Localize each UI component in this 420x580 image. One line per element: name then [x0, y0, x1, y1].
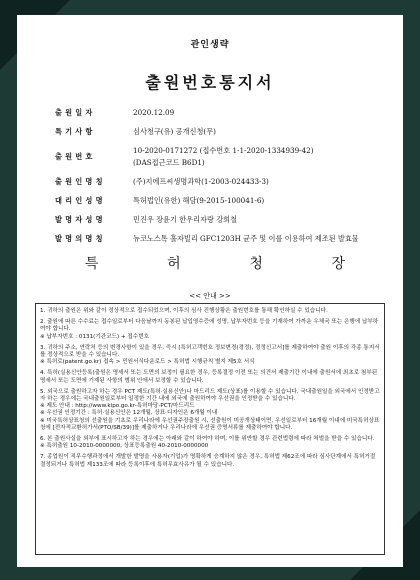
info-row — [55, 145, 395, 169]
field-value: 2020.12.09 — [133, 108, 175, 117]
info-row — [55, 195, 395, 207]
field-label: 발명의명칭 — [55, 234, 106, 243]
guide-item — [40, 319, 380, 341]
official-seal-omitted: 관인생략 — [190, 40, 230, 50]
field-value — [133, 145, 395, 169]
field-value: 민진우 장윤기 한우리자랑 강희철 — [133, 215, 238, 224]
guide-text: 4. 특허(실용신안등록)출원은 명세서 또는 도면의 보정이 필요한 경우, 등록결정 이전 또는 의견서 제출기간 이내에 출원서에 최초로 첨부된 명세서 또는 도면에 기재된 사항의 범위 안에서 보정할 수 있습니다. — [40, 370, 378, 384]
issuer-declaration — [85, 253, 345, 273]
document-page — [17, 15, 403, 567]
guide-text: 5. 외국으로 출원하고자 하는 경우 PCT 제도(특허·실용신안)나 마드리드 제도(상표)를 이용할 수 있습니다. 국내출원일을 외국에서 인정받고자 하는 경우에는 국내출원일로부터 일정한 기간 내에 외국에 출원하여야 우선권을 인정받을 수 있습니다. — [40, 388, 380, 403]
field-label: 대리인성명 — [55, 196, 106, 205]
issuer-char: 허 — [167, 256, 181, 272]
guide-note: ※ 납부자번호 : 0131(기관코드) + 접수번호 — [40, 333, 149, 340]
guide-item — [40, 345, 380, 367]
info-row — [55, 233, 395, 245]
guide-item — [40, 389, 380, 432]
info-row — [55, 126, 395, 138]
guide-item — [40, 436, 380, 450]
field-value: (주)지에프씨생명과학(1-2003-024433-3) — [133, 177, 269, 186]
guide-text: 2. 출원에 따른 수수료는 접수일로부터 다음날까지 동봉된 납입영수증에 성명, 납부자번호 등을 기재하여 가까운 우체국 또는 은행에 납부하여야 합니다. — [40, 319, 379, 333]
info-row — [55, 107, 395, 119]
info-row — [55, 176, 395, 188]
guide-item — [40, 370, 380, 384]
field-label: 특기사항 — [55, 127, 96, 136]
field-label: 출원인명칭 — [55, 177, 106, 186]
application-info — [55, 107, 395, 252]
issuer-char: 장 — [331, 256, 345, 272]
guide-item — [40, 308, 380, 315]
guide-note: ※ 제도 안내 : http://www.kipo.go.kr-특허마당-PCT/마드리드 ※ 우선권 인정기간 : 특허·실용신안은 12개월, 상표·디자인은 6개월 이내 ※ 미국특허상표청의 선출원을 기초로 우리나라에 우선권주장출원 시, 선출원이 미공개상태이면, 우선일로부터 16개월 이내에 미국특허상표청에 [전자적교환허가서(PTO/SB/39)]를 제출하거나 우리나라에 우선권 증명서류를 제출하여야 합니다. — [40, 403, 380, 431]
guide-box — [35, 303, 385, 555]
das-access-code: (DAS접근코드 B6D1) — [133, 158, 205, 167]
field-value: 뉴코노스톡 홀자빌리 GFC1203H 균주 및 이를 이용하여 제조된 발효물 — [133, 234, 359, 243]
guide-item — [40, 454, 380, 468]
field-label: 출원번호 — [55, 152, 96, 161]
document-title: 출원번호통지서 — [145, 73, 275, 92]
issuer-char: 특 — [85, 256, 99, 272]
guide-text: 6. 본 출원사실을 외부에 표시하고자 하는 경우에는 아래와 같이 하여야 하며, 이를 위반할 경우 관련법령에 따라 처벌을 받을 수 있습니다. — [40, 436, 375, 443]
guide-text: 3. 귀하의 주소, 연락처 등의 변경사항이 있을 경우, 즉시 [특허고객번호 정보변경(경정), 정정신고서]를 제출하여야 출원 이후의 각종 통지서를 정상적으로 받을 수 있습니다. — [40, 344, 380, 359]
guide-text: 7. 종업원이 직무수행과정에서 개발한 발명을 사용자(기업)가 명확하게 승계하지 않은 경우, 특허법 제62조에 따라 심사단계에서 특허거절결정되거나 특허법 제133조에 따라 등록이후에 특허무효사유가 될 수 있습니다. — [40, 454, 376, 468]
field-value: 특허법인(유한) 해담(9-2015-100041-6) — [133, 196, 265, 205]
guide-text: 1. 귀하의 출원은 위와 같이 정상적으로 접수되었으며, 이후의 심사 진행상황은 출원번호를 통해 확인하실 수 있습니다. — [40, 308, 328, 314]
guide-heading: << 안내 >> — [189, 292, 231, 300]
info-row — [55, 214, 395, 226]
issuer-char: 청 — [249, 256, 263, 272]
field-value: 심사청구(유) 공개신청(무) — [133, 127, 216, 136]
application-number: 10-2020-0171272 (접수번호 1-1-2020-1334939-42) — [133, 146, 314, 155]
guide-note: ※ 특허로(patent.go.kr) 접속 > 민원서식다운로드 > 특허법 시행규칙 별지 제5호 서식 — [40, 359, 255, 366]
guide-note: ※ 특허출원 10-2010-0000000, 상표등록출원 40-2010-0000000 — [40, 443, 209, 450]
field-label: 출원일자 — [55, 108, 96, 117]
field-label: 발명자성명 — [55, 215, 106, 224]
